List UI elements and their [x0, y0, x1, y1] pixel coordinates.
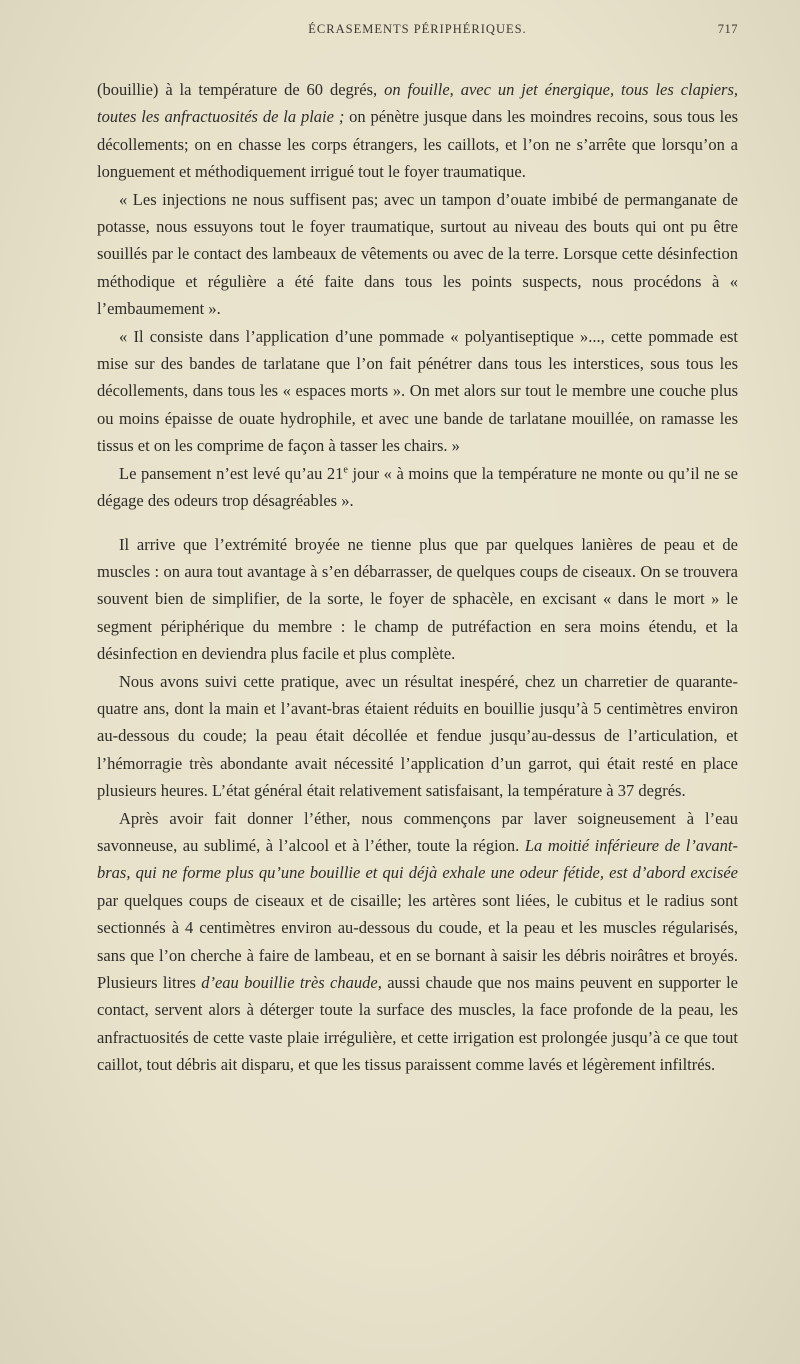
italic-text-segment: d’eau bouillie très chaude [201, 973, 378, 992]
paragraph [97, 76, 738, 186]
italic-text-segment: La moitié inférieure de l’avant-bras, qui ne forme plus qu’une bouillie et qui déjà exhale une odeur fétide, est d’abord excisée [97, 835, 738, 883]
page-body [97, 76, 738, 1079]
text-segment: , aussi chaude que nos mains peuvent en supporter le contact, servent alors à déterger toute la surface des muscles, la face profonde de la peau, les anfractuosités de cette vaste plaie irrégulière, et cette irrigation est prolongée jusqu’à ce que tout caillot, tout débris ait disparu, et que les tissus paraissent comme lavés et légèrement infiltrés. [97, 973, 738, 1075]
text-segment: par quelques coups de ciseaux et de cisaille; les artères sont liées, le cubitus et le radius sont sectionnés à 4 centimètres environ au-dessous du coude, et la peau et les muscles régularisés, sans que l’on cherche à faire de lambeau, et en se bornant à saisir les débris noirâtres et broyés. Plusieurs litres [97, 890, 738, 992]
paragraph [97, 531, 738, 668]
paragraph [97, 460, 738, 515]
page-header [97, 22, 738, 40]
paragraph [97, 805, 738, 1079]
text-segment: on pénètre jusque dans les moindres recoins, sous tous les décollements; on en chasse les corps étrangers, les caillots, et l’on ne s’arrête que lorsqu’on a longuement et méthodiquement irrigué tout le foyer traumatique. [97, 107, 738, 182]
text-segment: « Il consiste dans l’application d’une pommade « polyantiseptique »..., cette pommade est mise sur des bandes de tarlatane que l’on fait pénétrer dans tous les interstices, sous tous les décollements, dans tous les « espaces morts ». On met alors sur tout le membre une couche plus ou moins épaisse de ouate hydrophile, et avec une bande de tarlatane mouillée, on ramasse les tissus et on les comprime de façon à tasser les chairs. » [97, 326, 738, 456]
paragraph [97, 186, 738, 323]
text-segment: (bouillie) à la température de 60 degrés, [97, 80, 385, 99]
superscript-text: e [343, 464, 348, 476]
running-title: ÉCRASEMENTS PÉRIPHÉRIQUES. [308, 22, 527, 36]
paragraph [97, 668, 738, 805]
text-segment: Après avoir fait donner l’éther, nous commençons par laver soigneusement à l’eau savonneuse, au sublimé, à l’alcool et à l’éther, toute la région. [97, 808, 738, 855]
italic-text-segment: on fouille, avec un jet énergique, tous les clapiers, toutes les anfractuosités de la plaie ; [97, 80, 738, 127]
page-number: 717 [717, 22, 738, 36]
text-segment: Il arrive que l’extrémité broyée ne tienne plus que par quelques lanières de peau et de muscles : on aura tout avantage à s’en débarrasser, de quelques coups de ciseaux. On se trouvera souvent bien de simplifier, de la sorte, le foyer de sphacèle, en excisant « dans le mort » le segment périphérique du membre : le champ de putréfaction en sera moins étendu, et la désinfection en deviendra plus facile et plus complète. [97, 534, 738, 664]
text-segment: jour « à moins que la température ne monte ou qu’il ne se dégage des odeurs trop désagréables ». [97, 463, 738, 511]
text-segment: « Les injections ne nous suffisent pas; avec un tampon d’ouate imbibé de permanganate de potasse, nous essuyons tout le foyer traumatique, surtout au niveau des bouts qui ont pu être souillés par le contact des lambeaux de vêtements ou avec de la terre. Lorsque cette désinfection méthodique et régulière a été faite dans tous les points suspects, nous procédons à « l’embaumement ». [97, 189, 738, 319]
text-segment: Le pansement n’est levé qu’au 21 [119, 463, 344, 483]
paragraph [97, 323, 738, 460]
text-segment: Nous avons suivi cette pratique, avec un résultat inespéré, chez un charretier de quarante-quatre ans, dont la main et l’avant-bras étaient réduits en bouillie jusqu’à 5 centimètres environ au-dessous du coude; la peau était décollée et fendue jusqu’au-dessus de l’articulation, et l’hémorragie très abondante avait nécessité l’application d’un garrot, qui était resté en place plusieurs heures. L’état général était relativement satisfaisant, la température à 37 degrés. [97, 671, 738, 801]
